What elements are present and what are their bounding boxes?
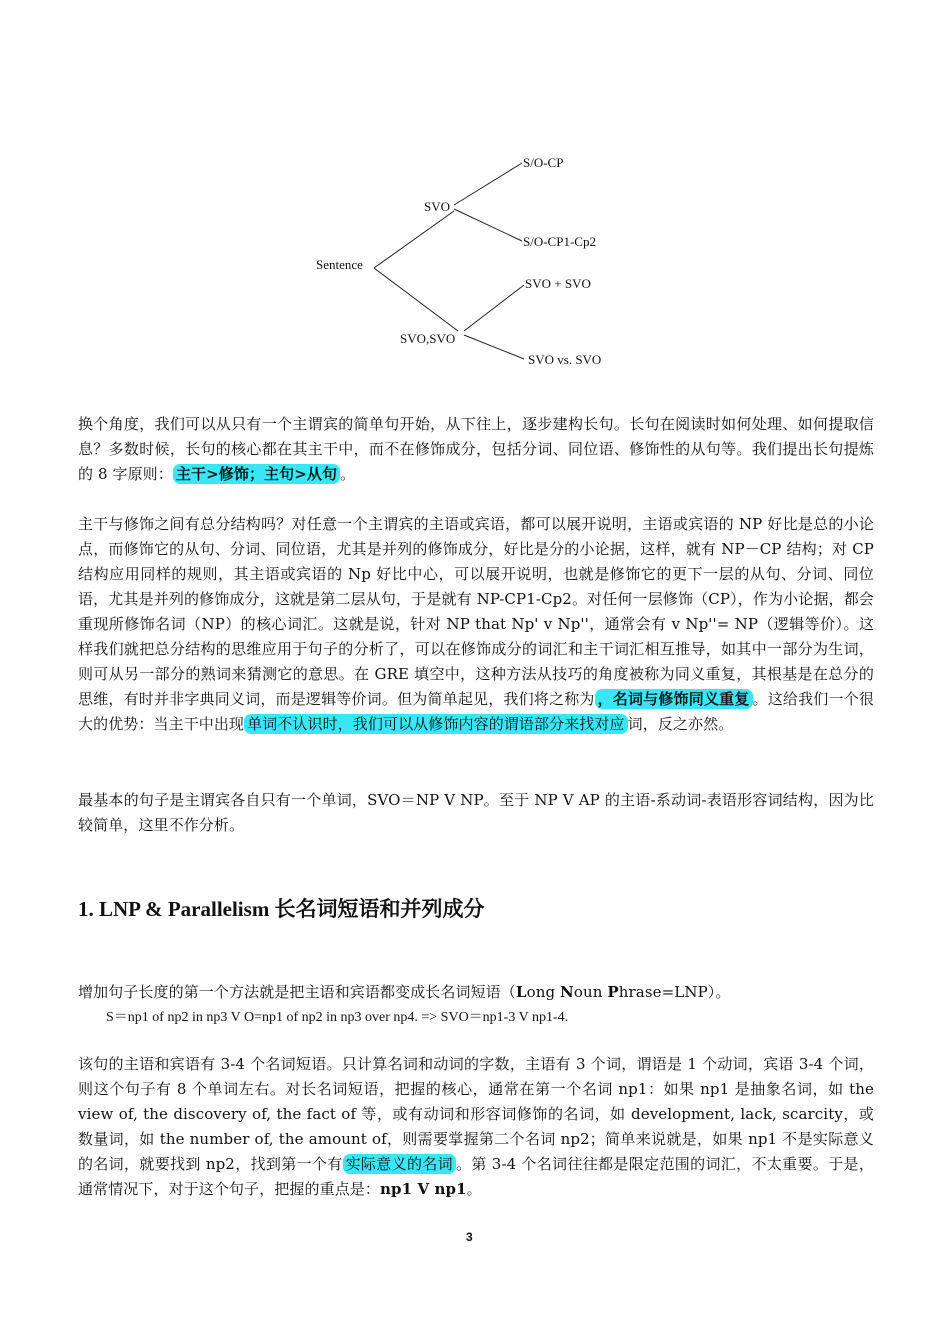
tree-root-label: Sentence	[316, 257, 363, 272]
tree-branch-svosvo-label: SVO,SVO	[400, 331, 456, 346]
tree-leaf-label: SVO vs. SVO	[528, 352, 602, 367]
edge-svosvo-leaf3	[464, 285, 524, 331]
edge-sentence-svo	[374, 211, 454, 268]
section-heading: 1. LNP & Parallelism 长名词短语和并列成分	[78, 897, 485, 921]
paragraph-lnp-analysis: 该句的主语和宾语有 3-4 个名词短语。只计算名词和动词的字数，主语有 3 个词，谓语是 1 个动词，宾语 3-4 个词，则这个句子有 8 个单词左右。对长名词短语，把握的核心，通常在第一个名词 np1：如果 np1 是抽象名词，如 the view of, the discovery of, the fact of 等，或有动词和形容词修饰的名词，如 development, lack, scarcity，或数量词，如 the number of, the amount of，则需要掌握第二个名词 np2；简单来说就是，如果 np1 不是实际意义的名词，就要找到 np2，找到第一个有 实际意义的名词 。第 3-4 个名词往往都是限定范围的词汇，不太重要。于是，通常情况下，对于这个句子，把握的重点是：np1 V np1。	[78, 1055, 874, 1198]
paragraph-lnp-intro: 增加句子长度的第一个方法就是把主语和宾语都变成长名词短语（Long Noun Phrase=LNP）。	[78, 983, 731, 1001]
highlighted-noun: 实际意义的名词	[343, 1154, 456, 1174]
tree-leaf-label: SVO + SVO	[525, 276, 591, 291]
highlighted-term: ，名词与修饰同义重复	[595, 689, 753, 709]
highlighted-advantage: 单词不认识时，我们可以从修饰内容的谓语部分来找对应	[244, 714, 628, 734]
formula-line: S＝np1 of np2 in np3 V O=np1 of np2 in np3 over np4. => SVO＝np1-3 V np1-4.	[106, 1010, 569, 1025]
sentence-tree-diagram	[300, 145, 640, 375]
tree-leaf-label: S/O-CP	[523, 155, 564, 170]
paragraph-basic-sentence: 最基本的句子是主谓宾各自只有一个单词，SVO＝NP V NP。至于 NP V AP 的主语-系动词-表语形容词结构，因为比较简单，这里不作分析。	[78, 791, 874, 834]
highlighted-principle: 主干>修饰；主句>从句	[173, 464, 340, 484]
edge-svosvo-leaf4	[464, 335, 524, 359]
edge-svo-leaf1	[454, 163, 522, 205]
paragraph-structure: 主干与修饰之间有总分结构吗？对任意一个主谓宾的主语或宾语，都可以展开说明，主语或宾语的 NP 好比是总的小论点，而修饰它的从句、分词、同位语，尤其是并列的修饰成分，好比是分的小论据，这样，就有 NP－CP 结构；对 CP 结构应用同样的规则，其主语或宾语的 Np 好比中心，可以展开说明，也就是修饰它的更下一层的从句、分词、同位语，尤其是并列的修饰成分，这就是第二层从句，于是就有 NP-CP1-Cp2。对任何一层修饰（CP），作为小论据，都会重现所修饰名词（NP）的核心词汇。这就是说，针对 NP that Np' v Np''，通常会有 v Np''= NP（逻辑等价）。这样我们就把总分结构的思维应用于句子的分析了，可以在修饰成分的词汇和主干词汇相互推导，如其中一部分为生词，则可从另一部分的熟词来猜测它的意思。在 GRE 填空中，这种方法从技巧的角度被称为同义重复，其根基是在总分的思维，有时并非字典同义词，而是逻辑等价词。但为简单起见，我们将之称为 ，名词与修饰同义重复 。这给我们一个很大的优势：当主干中出现 单词不认识时，我们可以从修饰内容的谓语部分来找对应 词，反之亦然。	[78, 515, 874, 733]
page-number: 3	[466, 1230, 473, 1244]
paragraph-intro: 换个角度，我们可以从只有一个主谓宾的简单句开始，从下往上，逐步建构长句。长句在阅读时如何处理、如何提取信息？多数时候，长句的核心都在其主干中，而不在修饰成分，包括分词、同位语、修饰性的从句等。我们提出长句提炼的 8 字原则： 主干>修饰；主句>从句 。	[78, 415, 874, 483]
edge-svo-leaf2	[454, 209, 522, 241]
edge-sentence-svosvo	[374, 268, 458, 331]
tree-branch-svo-label: SVO	[424, 199, 451, 214]
key-pattern: np1 V np1	[380, 1180, 467, 1198]
tree-leaf-label: S/O-CP1-Cp2	[523, 234, 596, 249]
